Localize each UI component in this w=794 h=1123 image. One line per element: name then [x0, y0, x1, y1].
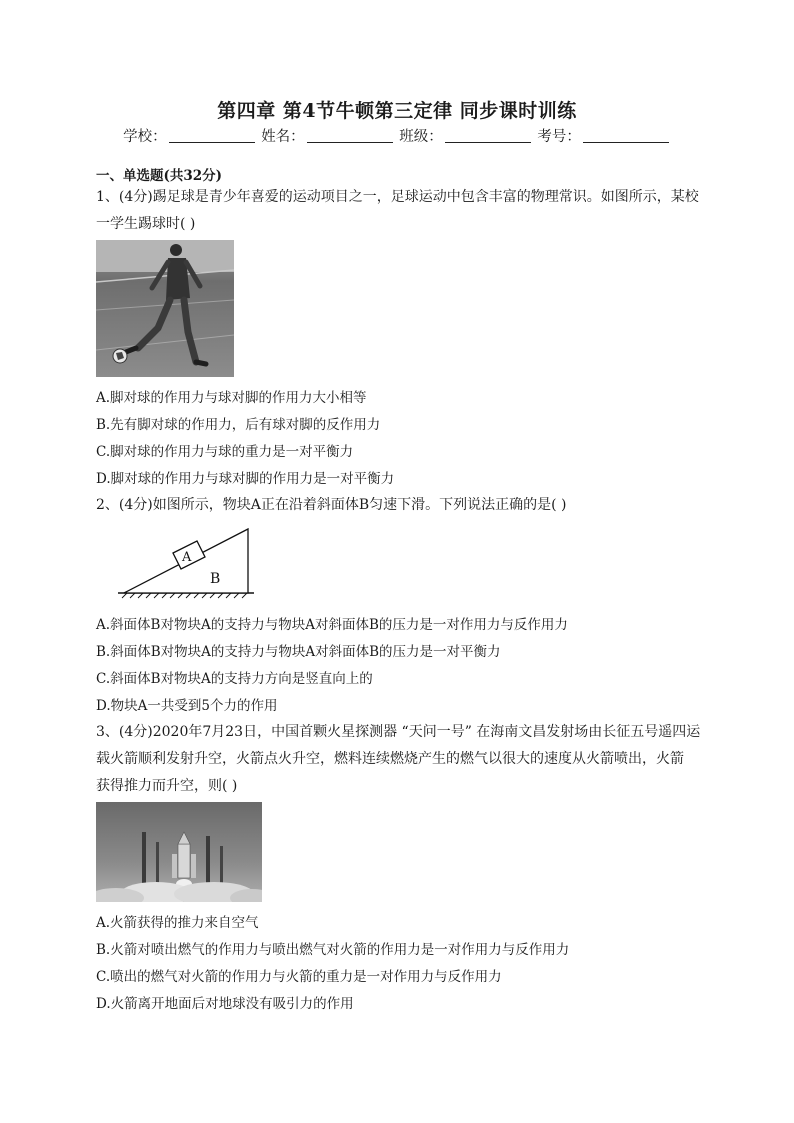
- question-1-line-2: 一学生踢球时( ): [96, 216, 196, 232]
- exam-number-label: 考号：: [537, 129, 581, 145]
- question-1-option-c: C.脚对球的作用力与球的重力是一对平衡力: [96, 444, 354, 460]
- question-3-option-c: C.喷出的燃气对火箭的作用力与火箭的重力是一对作用力与反作用力: [96, 969, 502, 985]
- question-2-option-c: C.斜面体B对物块A的支持力方向是竖直向上的: [96, 671, 373, 687]
- block-label: A: [182, 550, 192, 565]
- question-2-option-d: D.物块A一共受到5个力的作用: [96, 698, 278, 714]
- name-label: 姓名：: [261, 129, 305, 145]
- section-heading: 一、单选题(共32分): [96, 168, 223, 184]
- name-blank: [307, 128, 393, 143]
- class-blank: [445, 128, 531, 143]
- question-3-line-3: 获得推力而升空，则( ): [96, 778, 238, 794]
- student-info-row: [0, 125, 794, 146]
- class-label: 班级：: [399, 129, 443, 145]
- question-1-line-1: 1、(4分)踢足球是青少年喜爱的运动项目之一，足球运动中包含丰富的物理常识。如图所示，某校: [96, 189, 699, 205]
- question-2-option-b: B.斜面体B对物块A的支持力与物块A对斜面体B的压力是一对平衡力: [96, 644, 501, 660]
- question-3-option-d: D.火箭离开地面后对地球没有吸引力的作用: [96, 996, 354, 1012]
- question-1-option-a: A.脚对球的作用力与球对脚的作用力大小相等: [96, 390, 367, 406]
- soccer-kick-photo: [96, 240, 234, 377]
- school-blank: [169, 128, 255, 143]
- question-2-line-1: 2、(4分)如图所示，物块A正在沿着斜面体B匀速下滑。下列说法正确的是( ): [96, 497, 567, 513]
- page-title: 第四章 第4节牛顿第三定律 同步课时训练: [217, 100, 577, 122]
- school-label: 学校：: [123, 129, 167, 145]
- question-3-option-a: A.火箭获得的推力来自空气: [96, 915, 259, 931]
- question-3-line-2: 载火箭顺利发射升空，火箭点火升空，燃料连续燃烧产生的燃气以很大的速度从火箭喷出，火箭: [96, 751, 684, 767]
- incline-diagram: [118, 527, 258, 603]
- exam-number-blank: [583, 128, 669, 143]
- rocket-launch-photo: [96, 802, 262, 902]
- question-3-option-b: B.火箭对喷出燃气的作用力与喷出燃气对火箭的作用力是一对作用力与反作用力: [96, 942, 570, 958]
- question-1-option-b: B.先有脚对球的作用力，后有球对脚的反作用力: [96, 417, 381, 433]
- incline-label: B: [210, 571, 221, 587]
- question-1-option-d: D.脚对球的作用力与球对脚的作用力是一对平衡力: [96, 471, 395, 487]
- question-3-line-1: 3、(4分)2020年7月23日，中国首颗火星探测器 “天问一号” 在海南文昌发射场由长征五号遥四运: [96, 724, 701, 740]
- question-2-option-a: A.斜面体B对物块A的支持力与物块A对斜面体B的压力是一对作用力与反作用力: [96, 617, 568, 633]
